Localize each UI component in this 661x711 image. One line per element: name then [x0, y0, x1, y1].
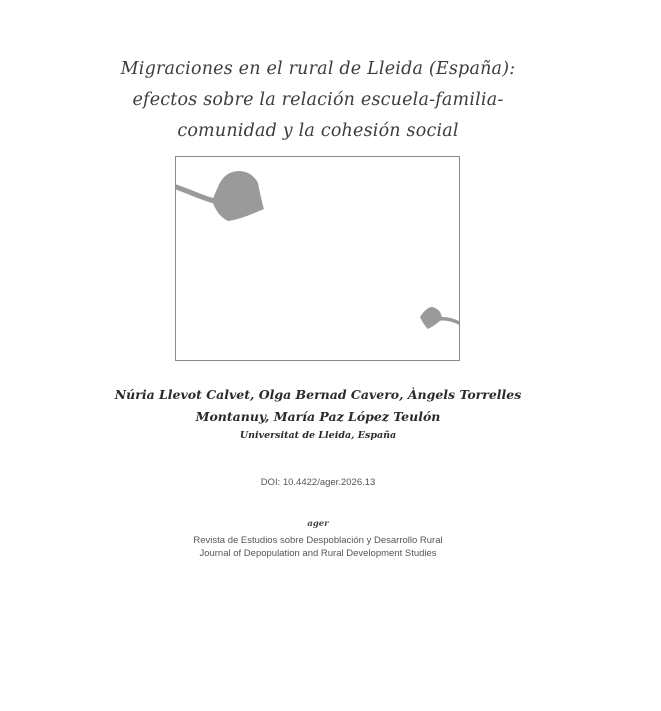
title-line-1: Migraciones en el rural de Lleida (España): — [120, 59, 516, 79]
journal-line-1: Revista de Estudios sobre Despoblación y Desarrollo Rural — [193, 535, 443, 546]
authors-line-1: Núria Llevot Calvet, Olga Bernad Cavero, Àngels Torrelles — [114, 387, 522, 402]
small-leaf — [420, 307, 442, 329]
affiliation: Universitat de Lleida, España — [239, 430, 397, 441]
cover-illustration — [175, 156, 460, 361]
journal-line-2: Journal of Depopulation and Rural Development Studies — [199, 547, 437, 559]
large-leaf-stem — [176, 187, 214, 201]
large-leaf — [212, 171, 264, 221]
leaf-illustration — [176, 157, 460, 361]
author-list — [0, 384, 636, 428]
doi-text: DOI: 10.4422/ager.2026.13 — [260, 477, 376, 488]
authors-line-2: Montanuy, María Paz López Teulón — [195, 409, 441, 424]
journal-name: ager — [307, 519, 329, 529]
article-title — [0, 54, 636, 147]
title-line-3: comunidad y la cohesión social — [177, 121, 459, 141]
title-line-2: efectos sobre la relación escuela-familia- — [132, 90, 504, 110]
journal-description — [0, 535, 636, 560]
